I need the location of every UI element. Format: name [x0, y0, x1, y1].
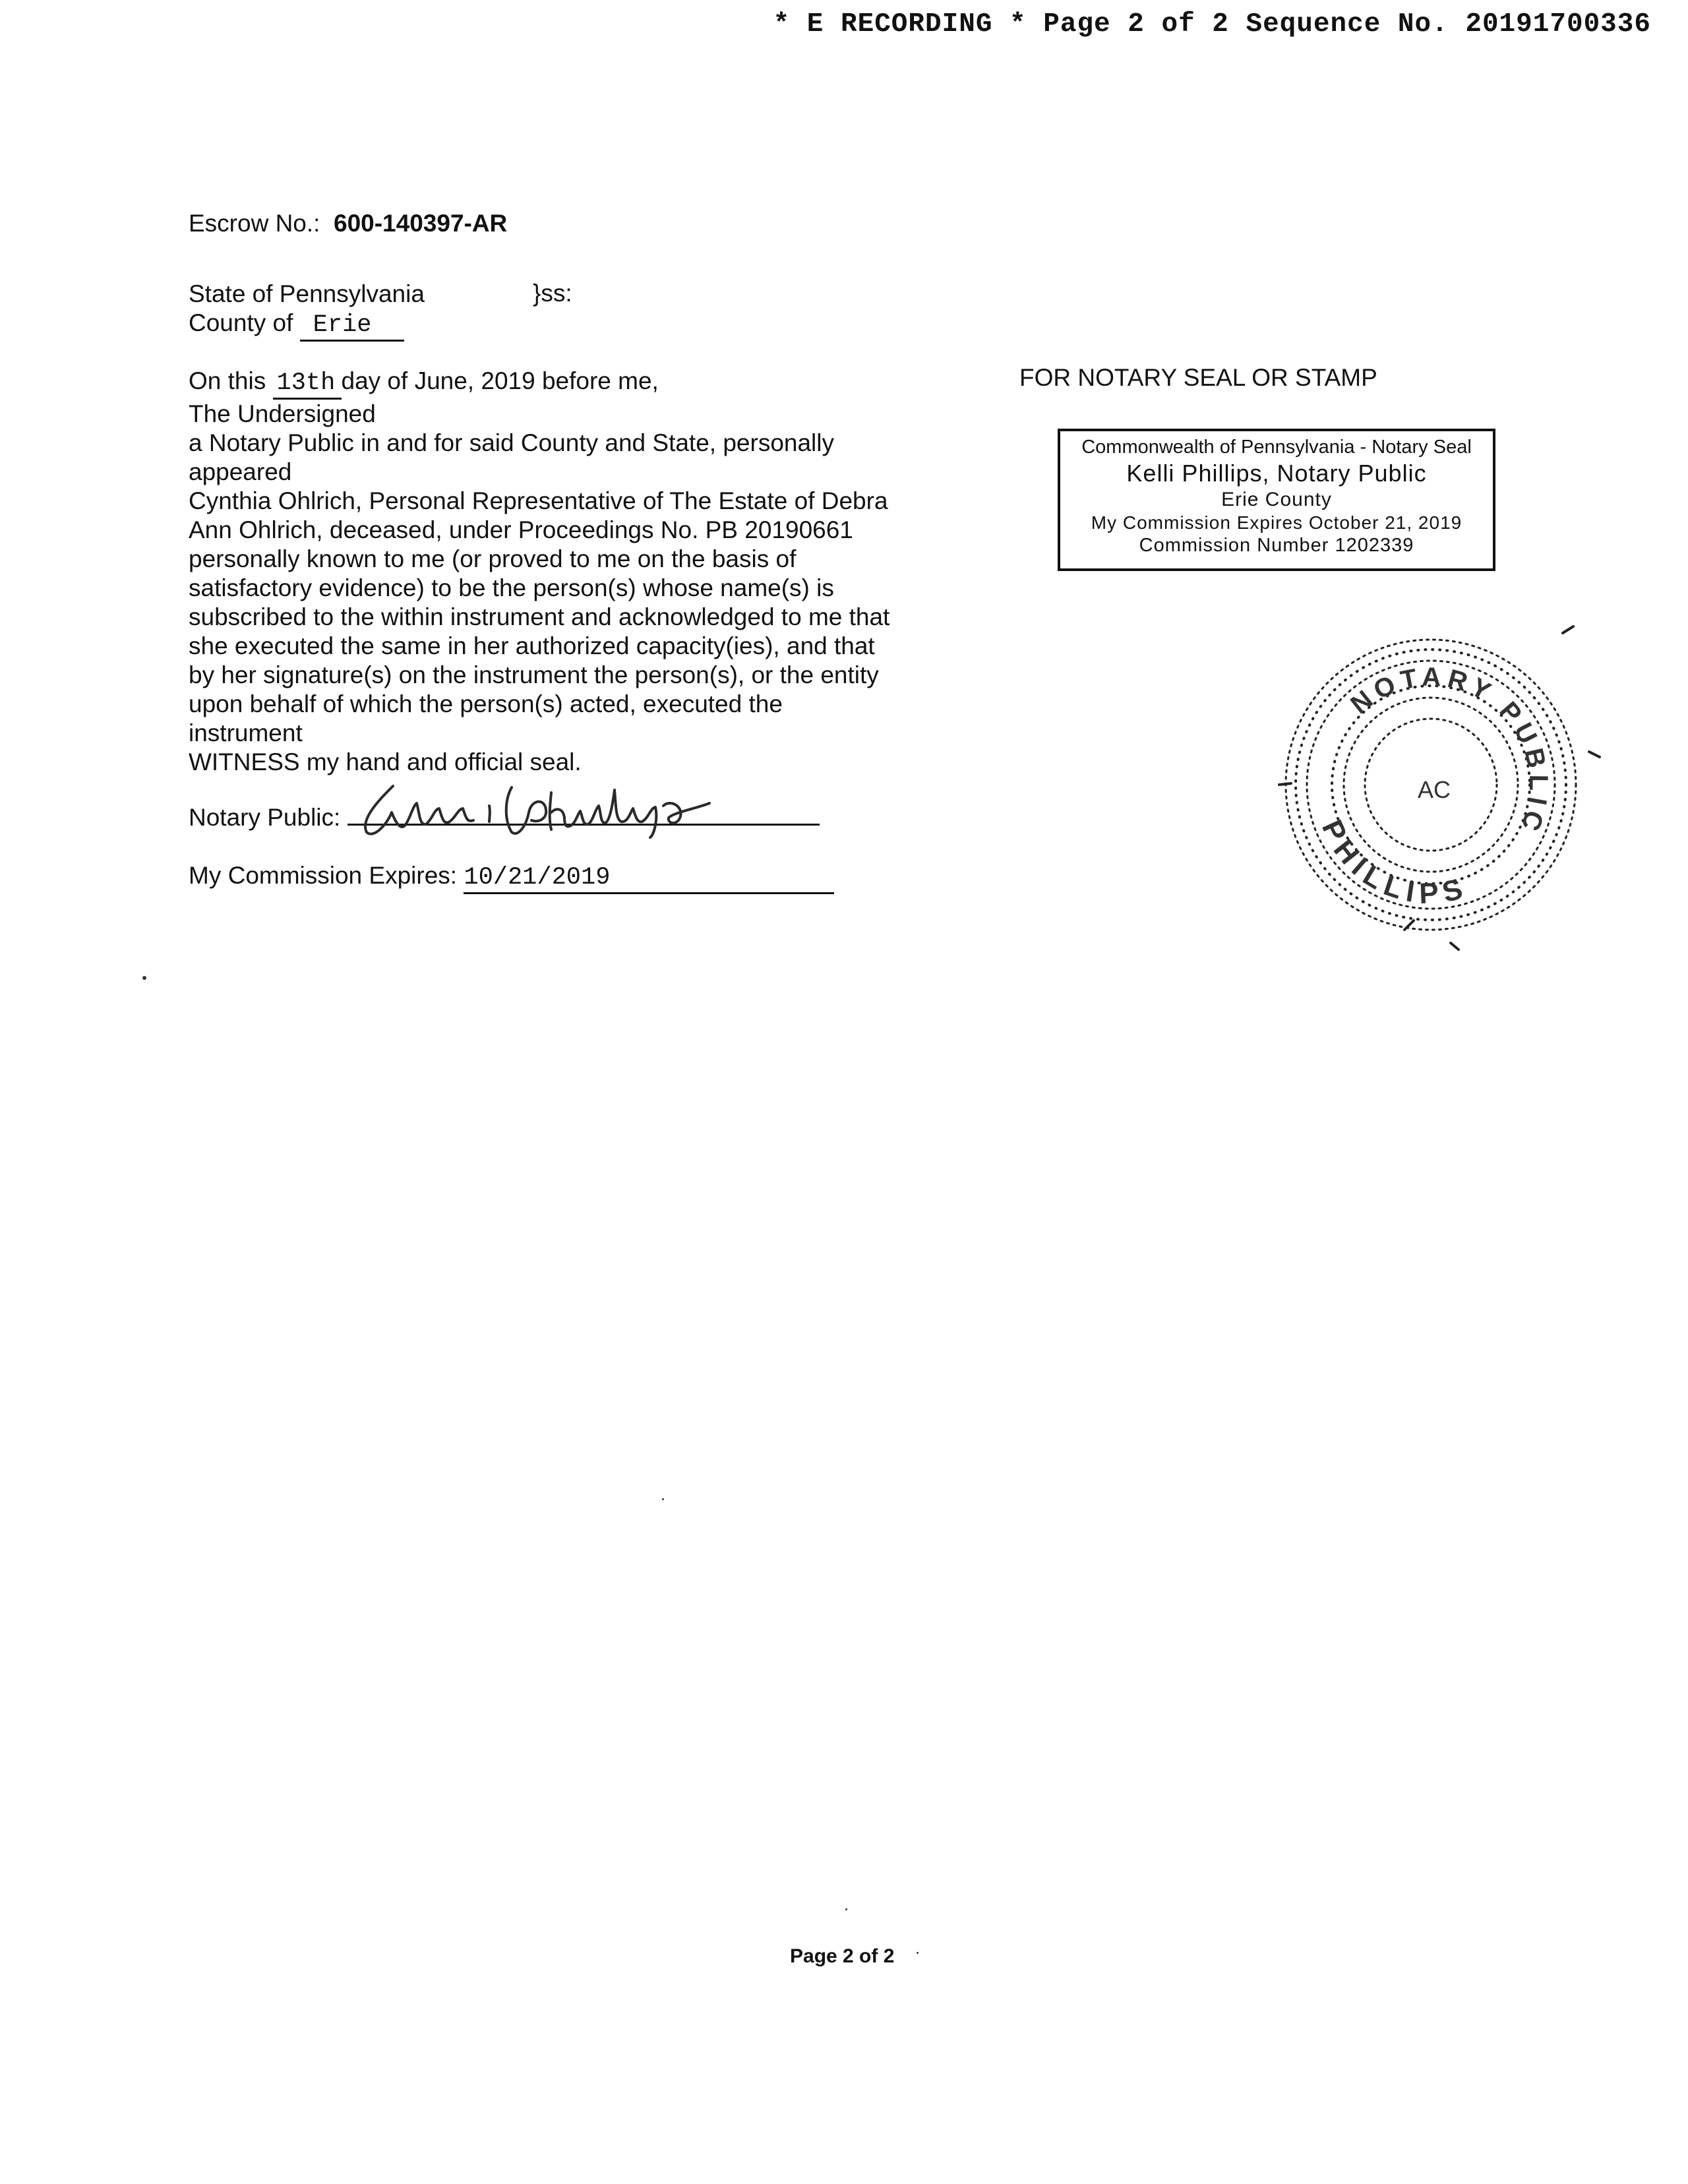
acknowledgment-line: personally known to me (or proved to me on the basis of	[189, 545, 797, 572]
embossed-seal-icon	[1253, 593, 1609, 963]
acknowledgment-line: a Notary Public in and for said County and State, personally	[189, 429, 835, 456]
commission-label: My Commission Expires:	[189, 862, 458, 889]
seal-heading: FOR NOTARY SEAL OR STAMP	[1019, 364, 1377, 391]
witness-line: WITNESS my hand and official seal.	[189, 748, 582, 775]
county-value: Erie	[300, 311, 404, 342]
stamp-line: Erie County	[1221, 489, 1332, 510]
day-rest-text: day of June, 2019 before me,	[341, 367, 659, 394]
acknowledgment-line: Cynthia Ohlrich, Personal Representative of The Estate of Debra	[189, 487, 888, 514]
stamp-line: Commission Number 1202339	[1139, 535, 1414, 556]
ss-mark: }ss:	[533, 280, 572, 307]
stamp-line: My Commission Expires October 21, 2019	[1091, 512, 1462, 533]
county-label: County of	[189, 309, 293, 336]
commission-value: 10/21/2019	[464, 863, 834, 894]
notary-signature	[353, 779, 775, 839]
stamp-line: Kelli Phillips, Notary Public	[1126, 460, 1427, 487]
acknowledgment-date-line	[189, 367, 947, 400]
scan-speck	[917, 1952, 919, 1954]
escrow-label: Escrow No.:	[189, 210, 320, 237]
escrow-number-line	[189, 210, 507, 237]
officer-name: The Undersigned	[189, 400, 376, 427]
commission-expires-line	[189, 861, 834, 894]
acknowledgment-line: upon behalf of which the person(s) acted, executed the	[189, 690, 783, 717]
seal-arc-text-top: NOTARY PUBLIC	[1345, 662, 1553, 840]
notary-stamp	[1058, 429, 1495, 571]
county-line	[189, 309, 404, 342]
scan-speck	[142, 976, 146, 980]
acknowledgment-line: subscribed to the within instrument and acknowledged to me that	[189, 603, 890, 630]
state-line: State of Pennsylvania	[189, 280, 425, 307]
scan-speck	[845, 1908, 847, 1910]
notary-label: Notary Public:	[189, 804, 341, 831]
acknowledgment-line: Ann Ohlrich, deceased, under Proceedings No. PB 20190661	[189, 516, 853, 543]
acknowledgment-line: satisfactory evidence) to be the person(s) whose name(s) is	[189, 574, 834, 601]
day-value: 13th	[273, 369, 342, 400]
stamp-line: Commonwealth of Pennsylvania - Notary Seal	[1081, 437, 1472, 458]
acknowledgment-line: appeared	[189, 458, 292, 485]
svg-text:PHILLIPS	[1301, 808, 1486, 927]
acknowledgment-block	[189, 367, 947, 777]
recording-header: * E RECORDING * Page 2 of 2 Sequence No. 20191700336	[773, 9, 1651, 40]
escrow-number: 600-140397-AR	[334, 210, 508, 237]
acknowledgment-line: instrument	[189, 719, 303, 746]
acknowledgment-line: she executed the same in her authorized capacity(ies), and that	[189, 632, 875, 659]
on-this-label: On this	[189, 367, 266, 394]
page-number: Page 2 of 2	[790, 1945, 895, 1967]
acknowledgment-line: by her signature(s) on the instrument the person(s), or the entity	[189, 661, 879, 688]
scan-speck	[662, 1498, 664, 1500]
seal-initials: AC	[1418, 776, 1451, 803]
seal-arc-text-bottom: PHILLIPS	[1315, 815, 1472, 911]
